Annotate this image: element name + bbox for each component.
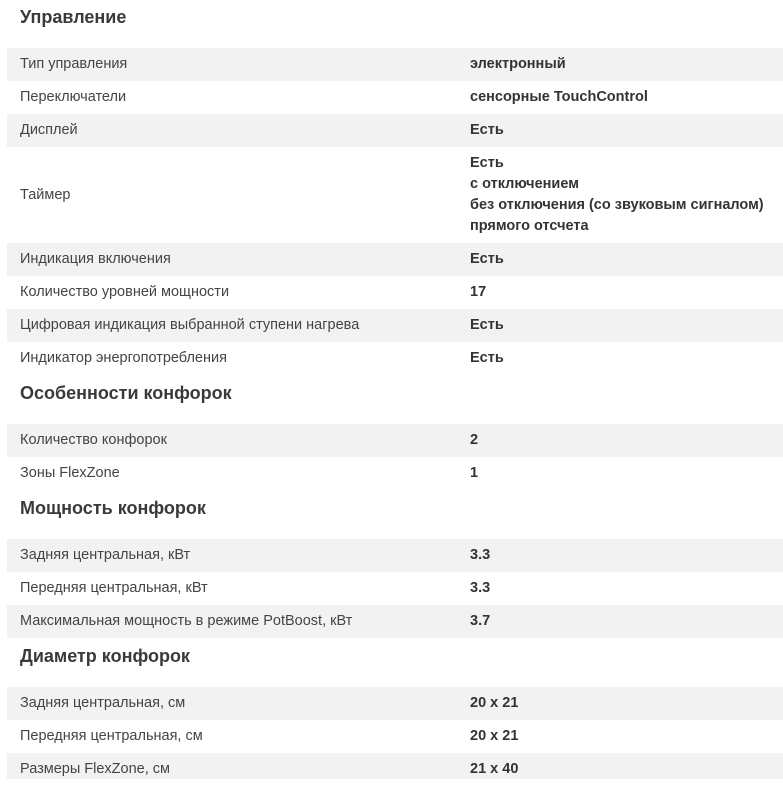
spec-label: Индикация включения	[20, 251, 171, 267]
spec-label: Максимальная мощность в режиме PotBoost, кВт	[20, 613, 353, 629]
spec-label: Количество уровней мощности	[20, 284, 230, 300]
spec-row-timer	[7, 147, 783, 243]
spec-row	[7, 276, 783, 309]
spec-value: 2	[470, 432, 479, 448]
spec-label: Дисплей	[20, 122, 78, 138]
spec-row	[7, 605, 783, 638]
spec-value-line: с отключением	[470, 176, 579, 192]
spec-label: Тип управления	[20, 56, 128, 72]
spec-label: Размеры FlexZone, см	[20, 761, 171, 777]
spec-row	[7, 243, 783, 276]
spec-row	[7, 114, 783, 147]
spec-value-list	[470, 153, 764, 237]
spec-value: 3.7	[470, 613, 491, 629]
spec-value: сенсорные TouchControl	[470, 89, 648, 105]
spec-row	[7, 424, 783, 457]
section-title-burner-features: Особенности конфорок	[20, 383, 232, 403]
spec-value: 21 x 40	[470, 761, 519, 777]
spec-value: 20 x 21	[470, 728, 519, 744]
spec-row	[7, 753, 783, 779]
spec-value: 3.3	[470, 580, 491, 596]
spec-row	[7, 457, 783, 490]
spec-value: электронный	[470, 56, 566, 72]
spec-label: Таймер	[20, 187, 71, 203]
section-title-burner-diameter: Диаметр конфорок	[20, 646, 190, 666]
spec-label: Передняя центральная, кВт	[20, 580, 208, 596]
spec-row	[7, 309, 783, 342]
spec-row	[7, 572, 783, 605]
spec-value-line: прямого отсчета	[470, 218, 589, 234]
spec-value: Есть	[470, 122, 504, 138]
spec-value-line: Есть	[470, 155, 504, 171]
spec-label: Передняя центральная, см	[20, 728, 203, 744]
spec-row	[7, 539, 783, 572]
spec-label: Количество конфорок	[20, 432, 167, 448]
spec-value: 17	[470, 284, 487, 300]
spec-value: Есть	[470, 317, 504, 333]
spec-value-line: без отключения (со звуковым сигналом)	[470, 197, 764, 213]
spec-label: Задняя центральная, кВт	[20, 547, 191, 563]
spec-row	[7, 342, 783, 375]
spec-row	[7, 687, 783, 720]
spec-label: Зоны FlexZone	[20, 465, 120, 481]
spec-value: 1	[470, 465, 479, 481]
spec-label: Индикатор энергопотребления	[20, 350, 227, 366]
spec-label: Цифровая индикация выбранной ступени нагрева	[20, 317, 360, 333]
spec-row	[7, 48, 783, 81]
spec-value: 3.3	[470, 547, 491, 563]
section-title-burner-power: Мощность конфорок	[20, 498, 206, 518]
spec-value: 20 x 21	[470, 695, 519, 711]
spec-label: Переключатели	[20, 89, 127, 105]
spec-value: Есть	[470, 251, 504, 267]
spec-value: Есть	[470, 350, 504, 366]
spec-row	[7, 720, 783, 753]
spec-row	[7, 81, 783, 114]
spec-label: Задняя центральная, см	[20, 695, 186, 711]
section-title-control: Управление	[20, 7, 127, 27]
